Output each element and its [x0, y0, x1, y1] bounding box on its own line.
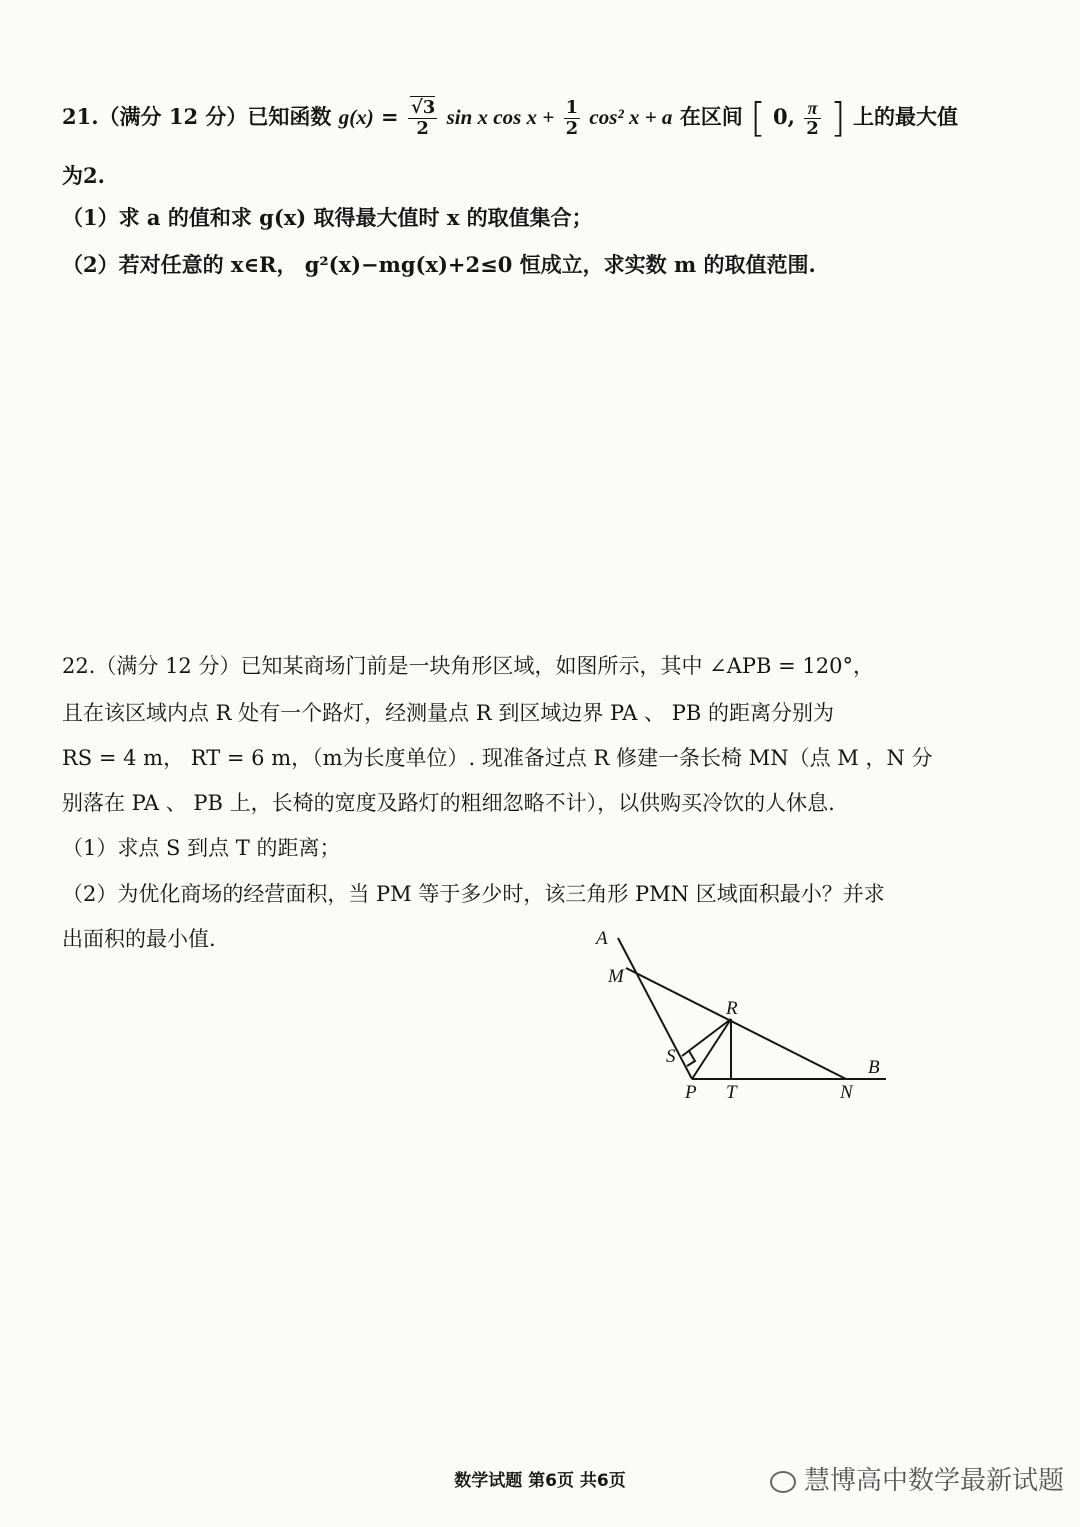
label-N: N — [840, 1082, 853, 1103]
right-angle-mark-S — [687, 1051, 695, 1066]
q21-right-bracket: ] — [830, 95, 846, 142]
q21-equals: = — [381, 104, 399, 129]
q21-part2: （2）若对任意的 x∈R， g²(x)−mg(x)+2≤0 恒成立，求实数 m 的取值范围. — [62, 252, 816, 277]
label-A: A — [596, 928, 608, 949]
label-S: S — [666, 1046, 676, 1067]
q21-part1: （1）求 a 的值和求 g(x) 取得最大值时 x 的取值集合； — [62, 205, 593, 230]
segment-MN — [626, 968, 846, 1079]
q21-suffix: 上的最大值 — [853, 104, 958, 129]
q21-den-c: 2 — [806, 118, 819, 139]
segment-RP — [692, 1019, 731, 1079]
q21-left-bracket: [ — [750, 95, 766, 142]
q21-statement-line2: 为2. — [62, 163, 105, 188]
q21-statement-line1 — [62, 95, 958, 142]
q21-interval-start: 0, — [772, 104, 795, 129]
q21-den-b: 2 — [565, 118, 579, 139]
q21-den-a: 2 — [416, 118, 429, 139]
q21-term1: sin x cos x + — [446, 105, 555, 129]
q22-part1: （1）求点 S 到点 T 的距离； — [62, 836, 341, 860]
q21-sqrt3: √3 — [410, 97, 436, 118]
label-B: B — [868, 1057, 880, 1078]
q22-line4: 别落在 PA 、 PB 上，长椅的宽度及路灯的粗细忽略不计），以供购买冷饮的人休息. — [62, 791, 835, 815]
watermark — [770, 1460, 1064, 1497]
q21-function-name: g(x) — [338, 105, 374, 129]
q22-line1: 22.（满分 12 分）已知某商场门前是一块角形区域，如图所示，其中 ∠APB = 120°， — [62, 654, 874, 678]
label-R: R — [726, 998, 738, 1019]
q21-prefix: 21.（满分 12 分）已知函数 — [62, 104, 332, 129]
ray-PA — [618, 938, 692, 1079]
segment-RS — [682, 1019, 731, 1056]
q22-part2: （2）为优化商场的经营面积，当 PM 等于多少时，该三角形 PMN 区域面积最小？并求 — [62, 882, 885, 906]
q21-pi: π — [804, 98, 821, 119]
q21-fraction-pi-over-2 — [804, 98, 821, 139]
watermark-text: 慧博高中数学最新试题 — [804, 1466, 1065, 1496]
geometry-figure — [590, 920, 900, 1110]
wechat-icon — [770, 1471, 796, 1493]
page-footer: 数学试题 第6页 共6页 — [454, 1471, 626, 1491]
q21-fraction-1-over-2 — [564, 98, 581, 139]
q21-one: 1 — [565, 97, 579, 118]
label-T: T — [726, 1082, 737, 1103]
label-M: M — [608, 966, 624, 987]
q22-line7: 出面积的最小值. — [62, 927, 216, 951]
q22-line2: 且在该区域内点 R 处有一个路灯，经测量点 R 到区域边界 PA 、 PB 的距离分别为 — [62, 701, 834, 725]
q21-in-interval: 在区间 — [679, 104, 743, 129]
q21-term2: cos² x + a — [589, 105, 673, 129]
q21-fraction-sqrt3-over-2 — [408, 98, 437, 139]
q22-line3: RS = 4 m， RT = 6 m，（m为长度单位）. 现准备过点 R 修建一条长椅 MN（点 M ，N 分 — [62, 746, 933, 770]
label-P: P — [685, 1082, 697, 1103]
